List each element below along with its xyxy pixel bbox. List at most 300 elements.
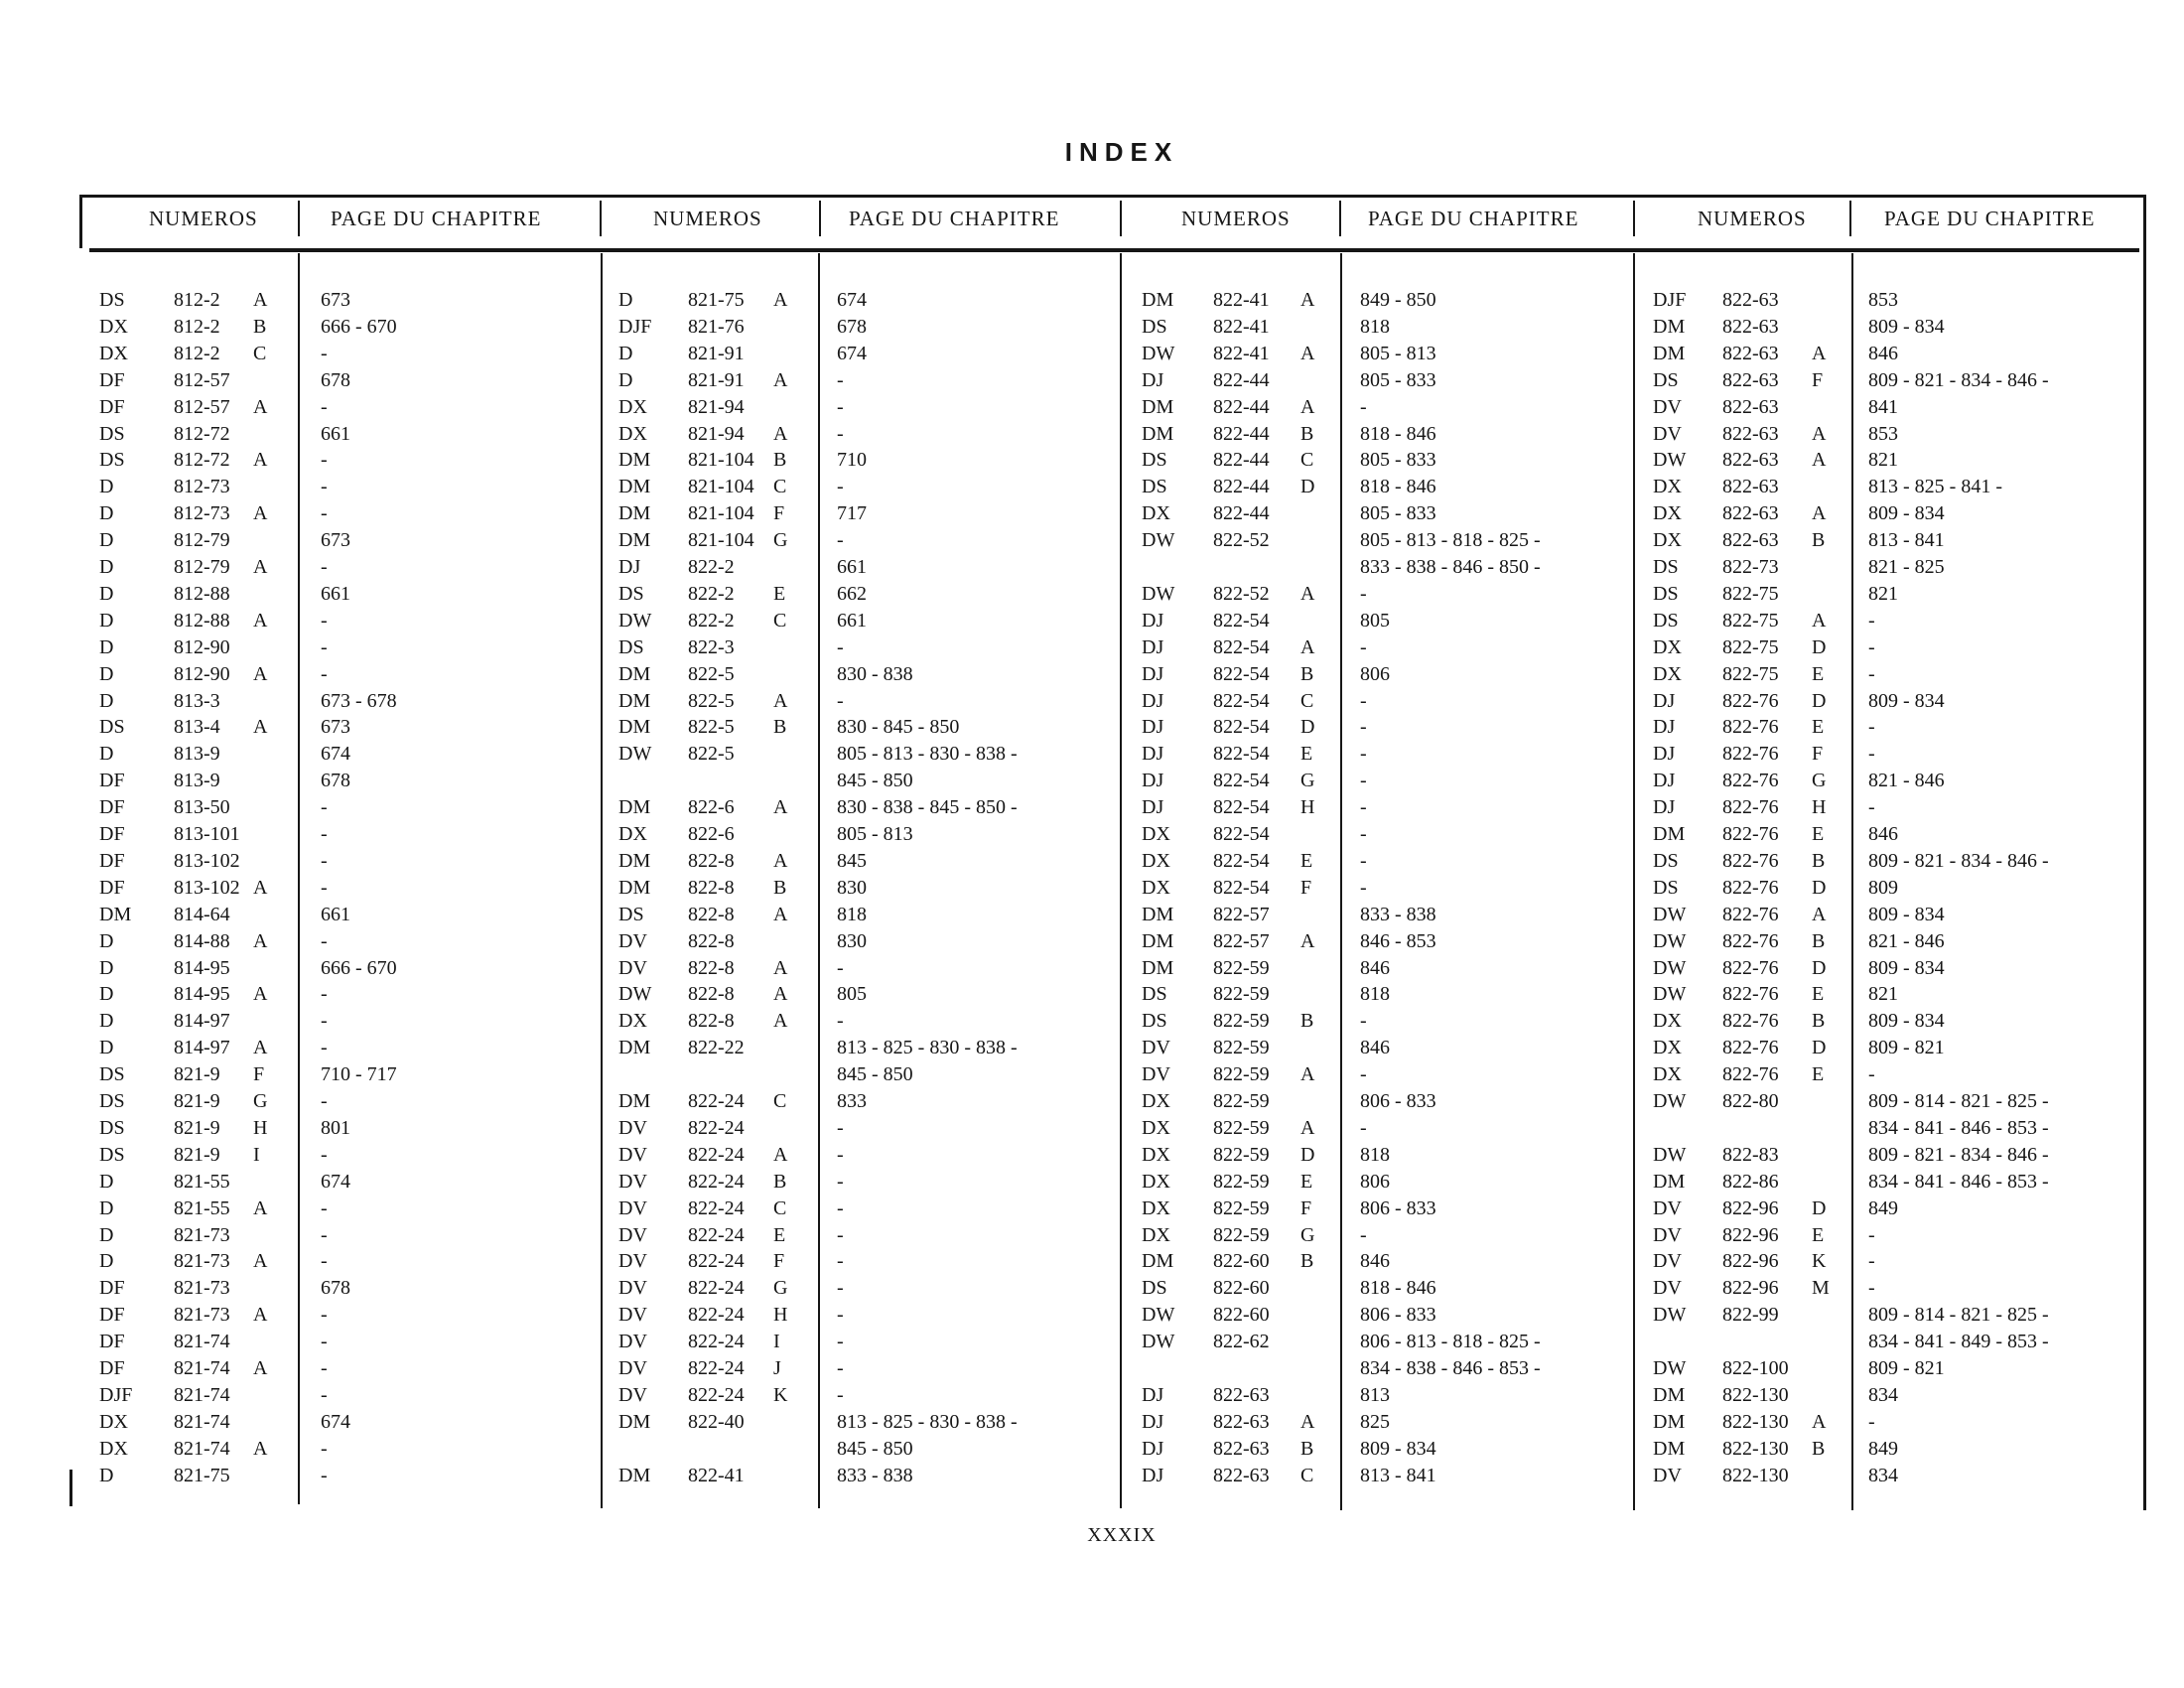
chapter-pages: - [1868, 609, 1875, 632]
part-number: 822-8 [688, 929, 735, 952]
chapter-pages: 809 - 834 [1360, 1437, 1436, 1460]
series-prefix: DS [99, 1116, 125, 1139]
part-variant: D [1812, 1196, 1827, 1219]
part-number: 821-104 [688, 449, 754, 472]
series-prefix: DM [618, 529, 651, 552]
part-number: 822-63 [1213, 1437, 1270, 1460]
series-prefix: DW [1653, 956, 1687, 979]
chapter-pages: 813 [1360, 1383, 1390, 1406]
series-prefix: D [99, 635, 114, 658]
part-number: 822-63 [1213, 1383, 1270, 1406]
part-variant: A [1300, 1116, 1315, 1139]
chapter-pages: - [1360, 823, 1367, 845]
part-number: 822-63 [1722, 502, 1779, 525]
part-variant: A [253, 1196, 268, 1219]
part-number: 822-76 [1722, 903, 1779, 925]
part-number: 822-76 [1722, 1010, 1779, 1033]
series-prefix: DS [1653, 609, 1679, 632]
part-variant: C [773, 609, 787, 632]
chapter-pages: - [837, 1223, 844, 1246]
chapter-pages: 846 - 853 [1360, 929, 1436, 952]
part-number: 822-24 [688, 1143, 745, 1166]
part-number: 822-24 [688, 1331, 745, 1353]
series-prefix: D [99, 1170, 114, 1193]
chapter-pages: 845 - 850 [837, 770, 913, 792]
part-number: 822-44 [1213, 476, 1270, 498]
part-variant: A [773, 796, 788, 819]
chapter-pages: 821 [1868, 983, 1898, 1006]
part-number: 821-9 [174, 1090, 220, 1112]
part-number: 822-57 [1213, 929, 1270, 952]
series-prefix: DX [1142, 823, 1170, 845]
part-variant: A [253, 289, 268, 311]
series-prefix: DF [99, 823, 125, 845]
part-number: 821-104 [688, 476, 754, 498]
part-number: 822-24 [688, 1357, 745, 1379]
series-prefix: DW [618, 743, 652, 766]
part-number: 822-86 [1722, 1170, 1779, 1193]
chapter-pages: 673 [321, 289, 350, 311]
chapter-pages: - [1360, 635, 1367, 658]
series-prefix: DM [618, 1037, 651, 1059]
part-variant: C [1300, 689, 1314, 712]
chapter-pages: 830 [837, 929, 867, 952]
column-separator [818, 253, 820, 1508]
part-number: 822-63 [1722, 368, 1779, 391]
chapter-pages: - [1360, 876, 1367, 899]
part-number: 822-96 [1722, 1250, 1779, 1273]
part-number: 822-24 [688, 1223, 745, 1246]
part-number: 814-97 [174, 1037, 230, 1059]
series-prefix: DX [1142, 1116, 1170, 1139]
series-prefix: D [99, 929, 114, 952]
part-number: 822-76 [1722, 796, 1779, 819]
part-number: 822-57 [1213, 903, 1270, 925]
series-prefix: DV [1653, 1277, 1682, 1300]
series-prefix: DM [1653, 1437, 1686, 1460]
chapter-pages: 849 [1868, 1196, 1898, 1219]
series-prefix: DX [1142, 1143, 1170, 1166]
part-number: 822-52 [1213, 529, 1270, 552]
part-variant: K [1812, 1250, 1827, 1273]
series-prefix: D [99, 609, 114, 632]
series-prefix: DS [1142, 449, 1167, 472]
chapter-pages: - [321, 1304, 328, 1327]
chapter-pages: 717 [837, 502, 867, 525]
part-number: 822-5 [688, 716, 735, 739]
series-prefix: DM [1142, 956, 1174, 979]
series-prefix: DM [618, 502, 651, 525]
series-prefix: DM [618, 876, 651, 899]
chapter-pages: 830 [837, 876, 867, 899]
part-variant: C [773, 1196, 787, 1219]
chapter-pages: 661 [321, 903, 350, 925]
chapter-pages: 806 [1360, 662, 1390, 685]
part-variant: B [1812, 849, 1826, 872]
part-number: 821-74 [174, 1357, 230, 1379]
part-number: 822-44 [1213, 449, 1270, 472]
chapter-pages: - [321, 609, 328, 632]
series-prefix: DJ [1142, 770, 1164, 792]
series-prefix: DV [1653, 395, 1682, 418]
series-prefix: DX [618, 823, 647, 845]
series-prefix: DS [1653, 556, 1679, 578]
part-variant: A [773, 956, 788, 979]
part-number: 821-75 [688, 289, 745, 311]
part-number: 821-55 [174, 1196, 230, 1219]
series-prefix: DW [618, 609, 652, 632]
chapter-pages: 661 [837, 609, 867, 632]
chapter-pages: 809 - 814 - 821 - 825 - [1868, 1304, 2049, 1327]
chapter-pages: - [1360, 743, 1367, 766]
series-prefix: DX [1142, 502, 1170, 525]
part-number: 822-54 [1213, 823, 1270, 845]
chapter-pages: 846 [1868, 823, 1898, 845]
part-number: 822-44 [1213, 368, 1270, 391]
part-number: 812-57 [174, 395, 230, 418]
series-prefix: DM [618, 689, 651, 712]
header-separator [1633, 201, 1635, 236]
chapter-pages: - [837, 1331, 844, 1353]
part-number: 822-63 [1722, 529, 1779, 552]
chapter-pages: - [837, 1250, 844, 1273]
series-prefix: DS [1142, 476, 1167, 498]
part-variant: A [253, 1250, 268, 1273]
chapter-pages: 806 [1360, 1170, 1390, 1193]
series-prefix: DV [618, 1357, 647, 1379]
series-prefix: DF [99, 1357, 125, 1379]
series-prefix: DF [99, 1331, 125, 1353]
part-variant: B [253, 315, 267, 338]
part-number: 822-59 [1213, 983, 1270, 1006]
chapter-pages: - [837, 422, 844, 445]
header-numeros: NUMEROS [653, 207, 762, 230]
series-prefix: DJ [1142, 1464, 1164, 1486]
series-prefix: DJ [1142, 796, 1164, 819]
chapter-pages: - [321, 556, 328, 578]
part-number: 822-5 [688, 662, 735, 685]
part-variant: G [773, 1277, 788, 1300]
chapter-pages: 813 - 841 [1868, 529, 1945, 552]
series-prefix: DM [618, 662, 651, 685]
series-prefix: DM [618, 716, 651, 739]
part-number: 822-60 [1213, 1304, 1270, 1327]
part-number: 822-24 [688, 1304, 745, 1327]
series-prefix: D [99, 582, 114, 605]
chapter-pages: - [1868, 1410, 1875, 1433]
part-variant: G [253, 1090, 268, 1112]
part-variant: G [1300, 1223, 1315, 1246]
chapter-pages: - [321, 796, 328, 819]
part-variant: E [1300, 743, 1313, 766]
part-variant: A [253, 1437, 268, 1460]
chapter-pages: - [321, 983, 328, 1006]
header-page-du-chapitre: PAGE DU CHAPITRE [1884, 207, 2096, 230]
block-separator [601, 253, 603, 1508]
part-number: 822-96 [1722, 1223, 1779, 1246]
part-number: 822-2 [688, 556, 735, 578]
series-prefix: DX [99, 342, 128, 364]
chapter-pages: 806 - 813 - 818 - 825 - [1360, 1331, 1541, 1353]
part-number: 822-41 [1213, 289, 1270, 311]
part-number: 822-76 [1722, 983, 1779, 1006]
part-number: 821-73 [174, 1277, 230, 1300]
part-variant: A [253, 395, 268, 418]
chapter-pages: 674 [837, 342, 867, 364]
chapter-pages: - [321, 342, 328, 364]
chapter-pages: 801 [321, 1116, 350, 1139]
series-prefix: DX [1142, 1090, 1170, 1112]
series-prefix: DF [99, 395, 125, 418]
header-rule [89, 248, 2139, 252]
part-number: 822-54 [1213, 662, 1270, 685]
part-number: 822-76 [1722, 1063, 1779, 1086]
part-number: 821-75 [174, 1464, 230, 1486]
chapter-pages: 678 [321, 770, 350, 792]
chapter-pages: - [1868, 796, 1875, 819]
chapter-pages: 674 [321, 743, 350, 766]
series-prefix: DS [99, 716, 125, 739]
part-number: 822-5 [688, 689, 735, 712]
part-number: 814-95 [174, 983, 230, 1006]
part-number: 822-8 [688, 983, 735, 1006]
chapter-pages: 710 [837, 449, 867, 472]
series-prefix: DW [1142, 1331, 1175, 1353]
chapter-pages: 818 [837, 903, 867, 925]
chapter-pages: 813 - 825 - 830 - 838 - [837, 1410, 1018, 1433]
part-number: 812-72 [174, 449, 230, 472]
series-prefix: DW [1653, 983, 1687, 1006]
chapter-pages: - [321, 635, 328, 658]
chapter-pages: - [1868, 1063, 1875, 1086]
part-number: 812-88 [174, 582, 230, 605]
chapter-pages: - [837, 1383, 844, 1406]
series-prefix: DS [99, 289, 125, 311]
part-number: 812-2 [174, 342, 220, 364]
part-variant: A [1812, 502, 1827, 525]
series-prefix: DJF [99, 1383, 133, 1406]
series-prefix: DS [99, 1143, 125, 1166]
series-prefix: DS [618, 903, 644, 925]
part-number: 822-3 [688, 635, 735, 658]
header-separator [819, 201, 821, 236]
series-prefix: D [618, 368, 633, 391]
part-variant: B [1812, 929, 1826, 952]
chapter-pages: 678 [837, 315, 867, 338]
part-number: 822-59 [1213, 1223, 1270, 1246]
series-prefix: DV [618, 1304, 647, 1327]
part-number: 822-44 [1213, 395, 1270, 418]
chapter-pages: 809 - 834 [1868, 315, 1945, 338]
series-prefix: DM [99, 903, 132, 925]
part-number: 822-54 [1213, 635, 1270, 658]
part-variant: K [773, 1383, 788, 1406]
part-number: 822-76 [1722, 716, 1779, 739]
series-prefix: DM [618, 849, 651, 872]
part-number: 822-100 [1722, 1357, 1789, 1379]
part-variant: A [773, 903, 788, 925]
part-variant: A [1300, 1410, 1315, 1433]
series-prefix: DM [1142, 1250, 1174, 1273]
part-variant: A [1812, 449, 1827, 472]
series-prefix: DM [618, 476, 651, 498]
series-prefix: DX [1653, 502, 1682, 525]
chapter-pages: - [321, 1464, 328, 1486]
series-prefix: DJ [1142, 662, 1164, 685]
part-number: 822-63 [1722, 449, 1779, 472]
part-number: 813-4 [174, 716, 220, 739]
chapter-pages: 833 [837, 1090, 867, 1112]
series-prefix: DS [1653, 368, 1679, 391]
part-number: 814-97 [174, 1010, 230, 1033]
series-prefix: DS [1653, 876, 1679, 899]
column-separator [1851, 253, 1853, 1510]
part-variant: A [773, 689, 788, 712]
chapter-pages: 821 - 825 [1868, 556, 1945, 578]
part-number: 822-63 [1722, 315, 1779, 338]
part-variant: A [1812, 903, 1827, 925]
part-variant: D [1300, 716, 1315, 739]
part-number: 822-76 [1722, 770, 1779, 792]
series-prefix: DF [99, 796, 125, 819]
series-prefix: DX [618, 1010, 647, 1033]
part-variant: A [253, 556, 268, 578]
chapter-pages: - [837, 1357, 844, 1379]
chapter-pages: 846 [1868, 342, 1898, 364]
part-number: 822-24 [688, 1196, 745, 1219]
series-prefix: D [99, 983, 114, 1006]
chapter-pages: 661 [837, 556, 867, 578]
part-number: 812-57 [174, 368, 230, 391]
chapter-pages: - [837, 395, 844, 418]
chapter-pages: 834 [1868, 1383, 1898, 1406]
chapter-pages: - [1360, 796, 1367, 819]
series-prefix: DM [1653, 1170, 1686, 1193]
part-variant: B [773, 716, 787, 739]
part-variant: E [1812, 716, 1825, 739]
series-prefix: DJ [1653, 796, 1676, 819]
chapter-pages: - [837, 1143, 844, 1166]
series-prefix: DX [1653, 1037, 1682, 1059]
series-prefix: DM [618, 796, 651, 819]
chapter-pages: 834 - 841 - 846 - 853 - [1868, 1170, 2049, 1193]
chapter-pages: - [321, 449, 328, 472]
series-prefix: DV [618, 1196, 647, 1219]
part-variant: G [773, 529, 788, 552]
series-prefix: DS [618, 635, 644, 658]
series-prefix: D [99, 1223, 114, 1246]
series-prefix: DM [1653, 1410, 1686, 1433]
series-prefix: DV [1142, 1063, 1170, 1086]
chapter-pages: 845 [837, 849, 867, 872]
series-prefix: DX [1653, 1010, 1682, 1033]
chapter-pages: - [321, 395, 328, 418]
chapter-pages: 813 - 841 [1360, 1464, 1436, 1486]
series-prefix: DX [1142, 1196, 1170, 1219]
part-number: 821-104 [688, 502, 754, 525]
series-prefix: DF [99, 1277, 125, 1300]
chapter-pages: 805 - 833 [1360, 368, 1436, 391]
column-separator [298, 253, 300, 1504]
table-right-border [2143, 195, 2146, 1510]
series-prefix: DM [1142, 929, 1174, 952]
chapter-pages: 674 [837, 289, 867, 311]
part-variant: A [253, 609, 268, 632]
part-variant: A [773, 1010, 788, 1033]
chapter-pages: 805 - 833 [1360, 502, 1436, 525]
series-prefix: DX [618, 422, 647, 445]
part-variant: E [1812, 662, 1825, 685]
part-number: 822-24 [688, 1250, 745, 1273]
series-prefix: DW [1653, 903, 1687, 925]
header-separator [1339, 201, 1341, 236]
part-number: 822-8 [688, 956, 735, 979]
part-number: 822-96 [1722, 1277, 1779, 1300]
part-variant: E [1812, 1223, 1825, 1246]
part-variant: D [1812, 1037, 1827, 1059]
chapter-pages: 673 [321, 529, 350, 552]
chapter-pages: - [1360, 689, 1367, 712]
series-prefix: D [99, 1010, 114, 1033]
chapter-pages: 833 - 838 [1360, 903, 1436, 925]
chapter-pages: - [321, 1357, 328, 1379]
part-number: 822-24 [688, 1383, 745, 1406]
part-number: 822-130 [1722, 1437, 1789, 1460]
chapter-pages: 846 [1360, 1037, 1390, 1059]
part-variant: A [1812, 1410, 1827, 1433]
series-prefix: DX [1653, 529, 1682, 552]
part-variant: A [1300, 929, 1315, 952]
part-variant: A [1300, 635, 1315, 658]
part-variant: H [253, 1116, 268, 1139]
part-number: 822-75 [1722, 582, 1779, 605]
series-prefix: DW [1142, 582, 1175, 605]
series-prefix: DW [618, 983, 652, 1006]
series-prefix: DS [1142, 1277, 1167, 1300]
part-number: 822-59 [1213, 1037, 1270, 1059]
series-prefix: DS [1142, 983, 1167, 1006]
series-prefix: DM [1653, 342, 1686, 364]
series-prefix: DX [618, 395, 647, 418]
series-prefix: D [99, 743, 114, 766]
series-prefix: DS [99, 449, 125, 472]
chapter-pages: 821 - 846 [1868, 770, 1945, 792]
series-prefix: DX [99, 315, 128, 338]
part-variant: A [253, 1304, 268, 1327]
part-number: 822-63 [1213, 1410, 1270, 1433]
part-number: 822-75 [1722, 662, 1779, 685]
series-prefix: DX [1653, 1063, 1682, 1086]
series-prefix: DV [1653, 1223, 1682, 1246]
part-number: 813-102 [174, 849, 240, 872]
header-numeros: NUMEROS [149, 207, 258, 230]
header-page-du-chapitre: PAGE DU CHAPITRE [331, 207, 542, 230]
chapter-pages: 673 - 678 [321, 689, 397, 712]
chapter-pages: - [321, 1196, 328, 1219]
chapter-pages: 809 - 821 - 834 - 846 - [1868, 368, 2049, 391]
part-number: 822-76 [1722, 929, 1779, 952]
chapter-pages: 806 - 833 [1360, 1196, 1436, 1219]
part-variant: A [773, 368, 788, 391]
part-variant: C [1300, 449, 1314, 472]
part-variant: E [773, 1223, 786, 1246]
page-number: XXXIX [1087, 1524, 1157, 1546]
chapter-pages: - [1360, 582, 1367, 605]
chapter-pages: 813 - 825 - 841 - [1868, 476, 2002, 498]
part-variant: B [1300, 1437, 1314, 1460]
series-prefix: DJ [1653, 770, 1676, 792]
part-number: 822-59 [1213, 1090, 1270, 1112]
